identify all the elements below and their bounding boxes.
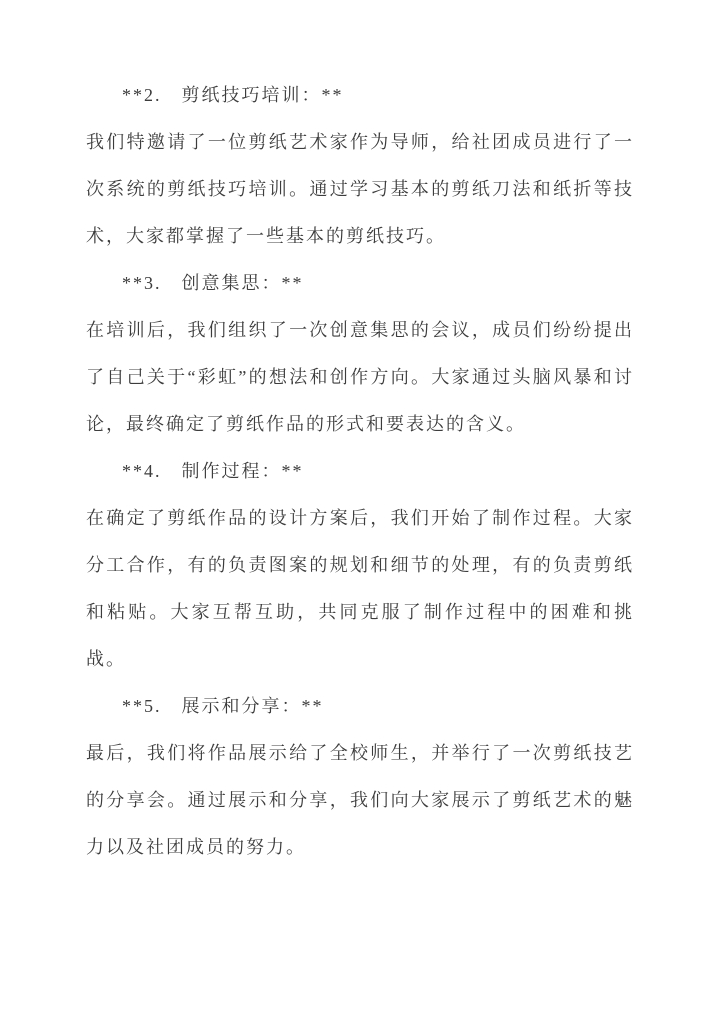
section-heading: **4. 制作过程：** [122,461,304,481]
section-body: 我们特邀请了一位剪纸艺术家作为导师，给社团成员进行了一次系统的剪纸技巧培训。通过学习基本的剪纸刀法和纸折等技术，大家都掌握了一些基本的剪纸技巧。 [86,132,634,246]
section-heading: **2. 剪纸技巧培训：** [122,85,344,105]
section-paper-cutting-training [86,72,634,260]
section-body: 在培训后，我们组织了一次创意集思的会议，成员们纷纷提出了自己关于“彩虹”的想法和创作方向。大家通过头脑风暴和讨论，最终确定了剪纸作品的形式和要表达的含义。 [86,320,634,434]
section-body: 在确定了剪纸作品的设计方案后，我们开始了制作过程。大家分工合作，有的负责图案的规划和细节的处理，有的负责剪纸和粘贴。大家互帮互助，共同克服了制作过程中的困难和挑战。 [86,508,634,669]
section-production-process [86,448,634,683]
section-heading: **5. 展示和分享：** [122,696,324,716]
section-heading: **3. 创意集思：** [122,273,304,293]
section-creative-brainstorming [86,260,634,448]
section-display-and-sharing [86,683,634,871]
section-body: 最后，我们将作品展示给了全校师生，并举行了一次剪纸技艺的分享会。通过展示和分享，我们向大家展示了剪纸艺术的魅力以及社团成员的努力。 [86,743,634,857]
